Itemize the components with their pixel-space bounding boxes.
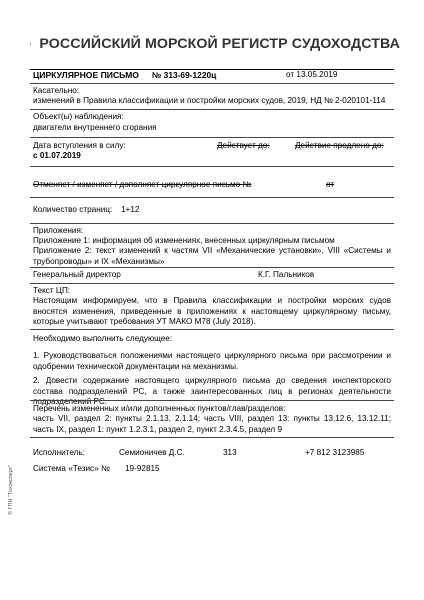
divider	[30, 137, 394, 138]
rs-emblem-icon	[30, 26, 31, 62]
director-label: Генеральный директор	[33, 270, 121, 279]
effective-date-label: Дата вступления в силу:	[33, 141, 126, 150]
valid-until-label: Действует до:	[217, 141, 270, 150]
executor-phone: +7 812 3123985	[305, 448, 365, 457]
concerning-value: изменений в Правила классификации и постройки морских судов, 2019, НД № 2-020101-114	[33, 96, 386, 105]
divider	[30, 83, 394, 84]
concerning-label: Касательно:	[33, 86, 80, 95]
divider	[30, 267, 394, 268]
system-value: 19-92815	[125, 464, 160, 473]
divider	[30, 437, 394, 438]
divider	[30, 166, 394, 167]
executor-label: Исполнитель:	[33, 448, 85, 457]
letter-number: № 313-69-1220ц	[152, 70, 217, 80]
letter-title: ЦИРКУЛЯРНОЕ ПИСЬМО	[33, 70, 139, 80]
objects-value: двигатели внутреннего сгорания	[33, 123, 157, 132]
body-label: Текст ЦП:	[33, 286, 71, 295]
divider	[30, 197, 394, 198]
letter-date: от 13.05.2019	[286, 70, 338, 79]
org-name: РОССИЙСКИЙ МОРСКОЙ РЕГИСТР СУДОХОДСТВА	[39, 36, 400, 52]
pages-label: Количество страниц:	[33, 205, 113, 214]
pages-value: 1+12	[121, 205, 140, 214]
divider	[30, 329, 394, 330]
attachment-1: Приложение 1: информация об изменениях, внесенных циркулярным письмом	[33, 236, 335, 245]
body-text: Настоящим информируем, что в Правила классификации и постройки морских судов вносятся изменения, приведенные в приложениях к настоящему циркулярному письму, которые учитывают требования УТ МАКО М78 (July 2018).	[33, 296, 391, 327]
director-name: К.Г. Пальников	[258, 270, 315, 279]
divider	[30, 400, 394, 401]
effective-date-value: с 01.07.2019	[33, 151, 81, 160]
objects-label: Объект(ы) наблюдения:	[33, 112, 124, 121]
system-label: Система «Тезис» №	[33, 464, 110, 473]
actions-label: Необходимо выполнить следующее:	[33, 334, 173, 343]
attachments-label: Приложения:	[33, 226, 84, 235]
divider	[30, 109, 394, 110]
action-item-2: 2. Довести содержание настоящего циркулярного письма до сведения инспекторского состава подразделений РС, а также заинтересованных лиц в регионах деятельности подразделений РС.	[33, 376, 391, 407]
changed-items-text: часть VII, раздел 2: пункты 2.1.13, 2.1.14; часть VIII, раздел 13: пункты 13.12.6, 13.12.11; часть IX, раздел 1: пункт 1.2.3.1, раздел 2, пункт 2.3.4.5, раздел 9	[33, 414, 391, 434]
cancels-label: Отменяет / изменяет / дополняет циркулярное письмо №	[33, 180, 252, 189]
cancels-date-label: от	[326, 180, 335, 189]
letterhead	[30, 24, 400, 64]
watermark-stamp: © ГПН "Техэксперт"	[8, 464, 14, 515]
action-item-1: 1. Руководствоваться положениями настоящего циркулярного письма при рассмотрении и одобрении технической документации на механизмы.	[33, 351, 391, 371]
executor-name: Семионичев Д.С.	[119, 448, 185, 457]
changed-items-label: Перечень измененных и/или дополненных пунктов/глав/разделов:	[33, 404, 286, 413]
divider	[30, 283, 394, 284]
executor-dept: 313	[223, 448, 237, 457]
attachment-2: Приложение 2: текст изменений к частям VII «Механические установки», VIII «Системы и трубопроводы» и IX «Механизмы»	[33, 246, 391, 266]
divider	[30, 223, 394, 224]
extended-until-label: Действие продлено до:	[295, 141, 384, 150]
